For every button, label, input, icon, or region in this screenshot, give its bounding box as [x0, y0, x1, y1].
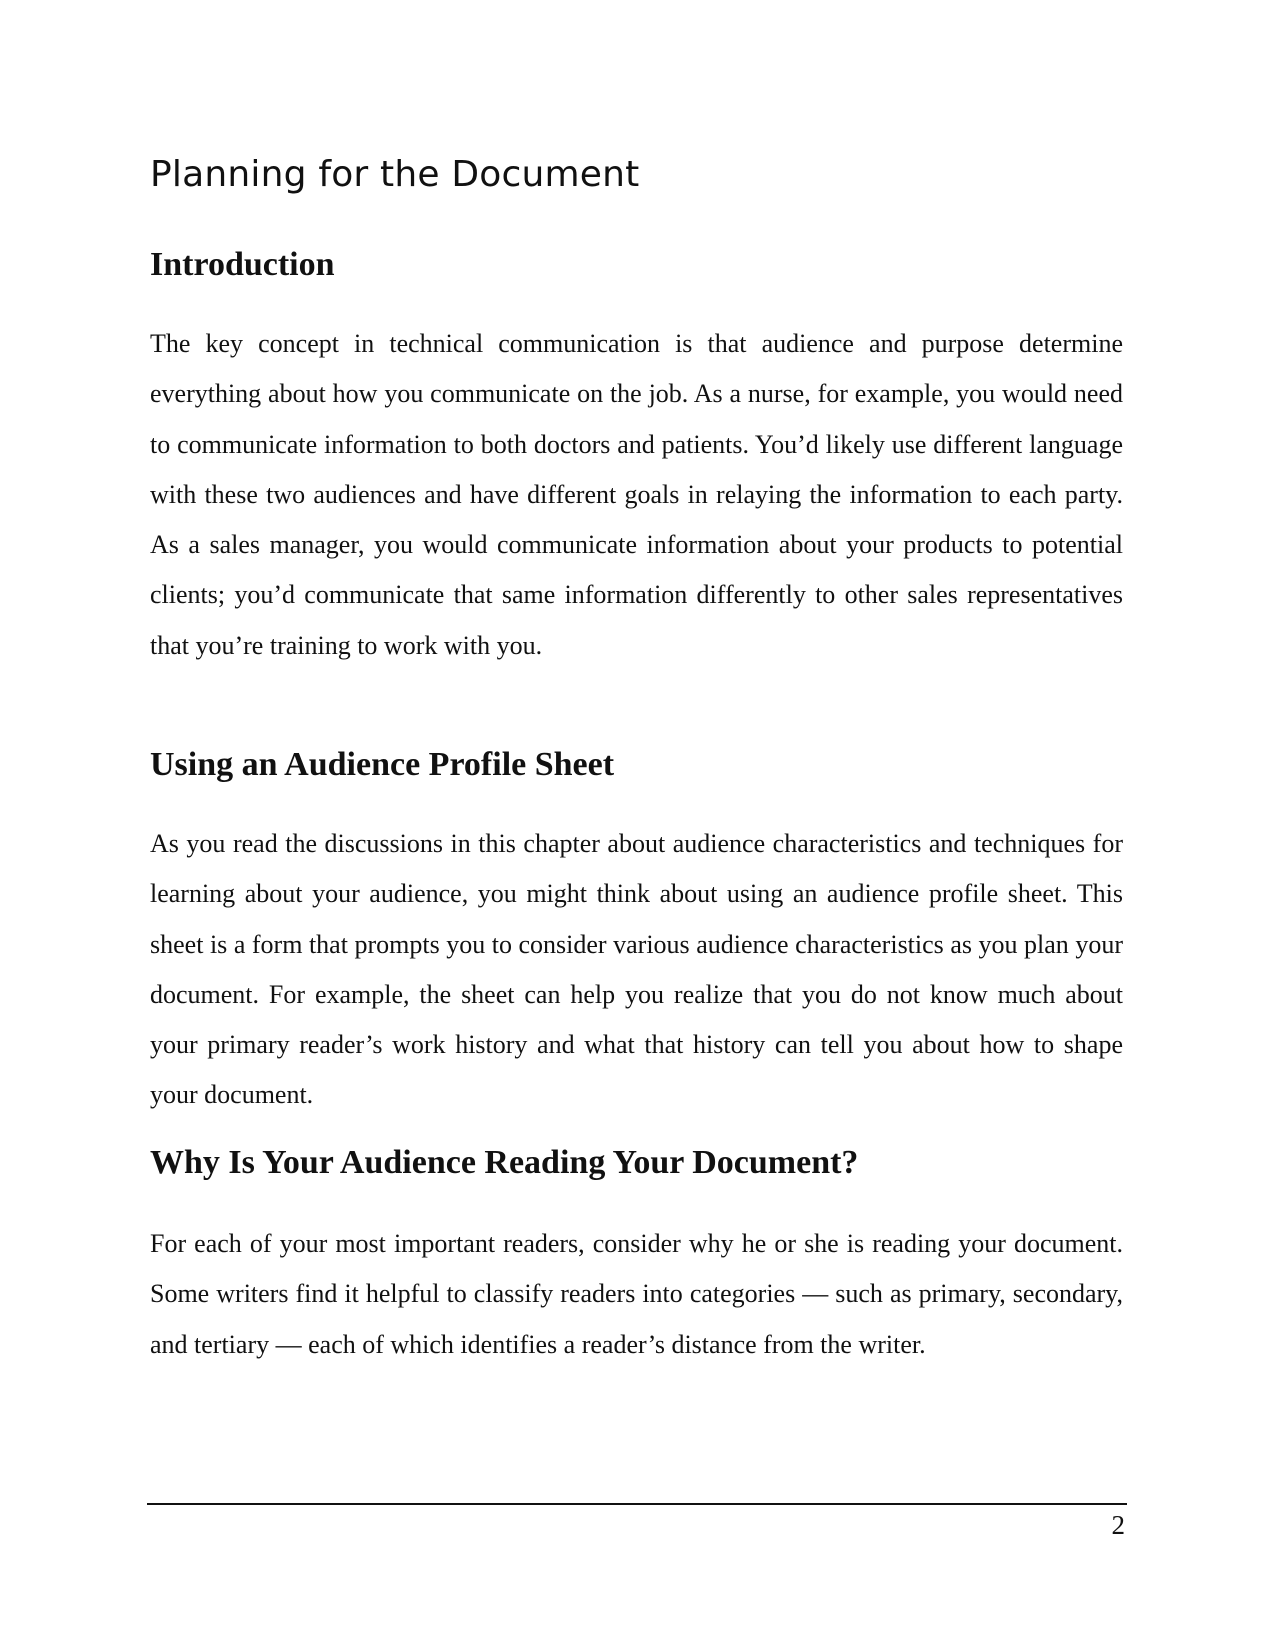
section-paragraph-why-reading: For each of your most important readers, consider why he or she is reading your document. Some writers find it helpful to classify readers into categories — such as primary, secondary, and tertiary — each of which identifies a reader’s distance from the writer. [150, 1229, 1123, 1359]
section-heading-audience-profile-sheet: Using an Audience Profile Sheet [150, 746, 615, 783]
section-heading-why-reading: Why Is Your Audience Reading Your Document? [150, 1144, 859, 1181]
section-paragraph-introduction: The key concept in technical communication is that audience and purpose determine everything about how you communicate on the job. As a nurse, for example, you would need to communicate information to both doctors and patients. You’d likely use different language with these two audiences and have different goals in relaying the information to each party. As a sales manager, you would communicate information about your products to potential clients; you’d communicate that same information differently to other sales representatives that you’re training to work with you. [150, 329, 1123, 660]
section-paragraph-audience-profile-sheet: As you read the discussions in this chapter about audience characteristics and techniques for learning about your audience, you might think about using an audience profile sheet. This sheet is a form that prompts you to consider various audience characteristics as you plan your document. For example, the sheet can help you realize that you do not know much about your primary reader’s work history and what that history can tell you about how to shape your document. [150, 829, 1123, 1110]
page-number: 2 [1111, 1510, 1125, 1540]
section-heading-introduction: Introduction [150, 246, 335, 283]
page-title: Planning for the Document [150, 154, 640, 195]
footer-divider [147, 1503, 1127, 1505]
